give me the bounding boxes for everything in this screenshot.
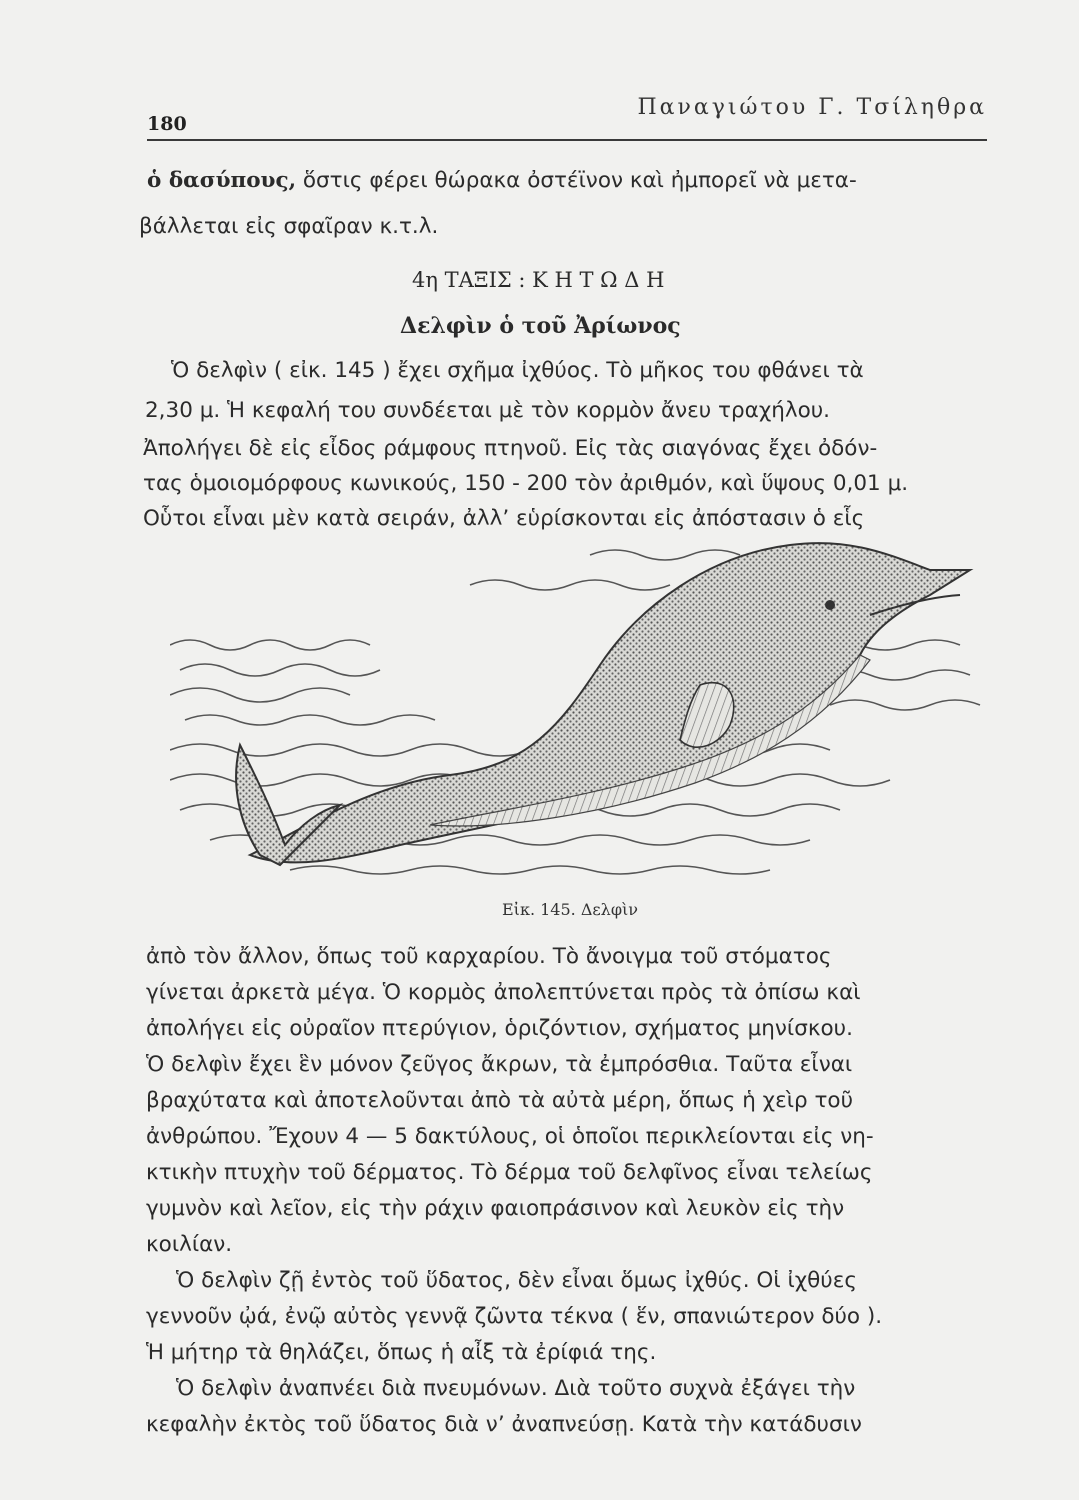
figure-caption: Εἰκ. 145. Δελφὶν	[502, 900, 639, 919]
intro-lead-bold: ὁ δασύπους,	[147, 168, 297, 193]
dolphin-body	[250, 543, 970, 862]
para3-line: γεννοῦν ᾠά, ἐνῷ αὐτὸς γεννᾷ ζῶντα τέκνα ( ἕν, σπανιώτερον δύο ).	[146, 1304, 883, 1329]
para1-line: 2,30 μ. Ἡ κεφαλή του συνδέεται μὲ τὸν κορμὸν ἄνευ τραχήλου.	[145, 398, 831, 423]
para3-line: Ἡ μήτηρ τὰ θηλάζει, ὅπως ἡ αἶξ τὰ ἐρίφιά της.	[146, 1340, 657, 1365]
dolphin-eye	[825, 600, 835, 610]
para3-line: Ὁ δελφὶν ζῇ ἐντὸς τοῦ ὕδατος, δὲν εἶναι ὅμως ἰχθύς. Οἱ ἰχθύες	[176, 1268, 857, 1293]
para2-line: κτικὴν πτυχὴν τοῦ δέρματος. Τὸ δέρμα τοῦ δελφῖνος εἶναι τελείως	[146, 1160, 873, 1185]
intro-line-1	[147, 170, 857, 192]
para2-line: Ὁ δελφὶν ἔχει ἓν μόνον ζεῦγος ἄκρων, τὰ ἐμπρόσθια. Ταῦτα εἶναι	[146, 1052, 853, 1077]
para2-line: ἀπολήγει εἰς οὐραῖον πτερύγιον, ὁριζόντιον, σχήματος μηνίσκου.	[146, 1016, 853, 1041]
running-title: Παναγιώτου Γ. Τσίληθρα	[637, 95, 987, 120]
section-subheading: Δελφὶν ὁ τοῦ Ἀρίωνος	[400, 313, 681, 339]
intro-line-1-rest: ὅστις φέρει θώρακα ὀστέϊνον καὶ ἠμπορεῖ νὰ μετα-	[296, 168, 857, 193]
para1-line: Οὗτοι εἶναι μὲν κατὰ σειράν, ἀλλ’ εὑρίσκονται εἰς ἀπόστασιν ὁ εἷς	[143, 506, 865, 531]
para2-line: ἀνθρώπου. Ἔχουν 4 — 5 δακτύλους, οἱ ὁποῖοι περικλείονται εἰς νη-	[146, 1124, 874, 1149]
dolphin-illustration	[170, 525, 995, 895]
para1-line: Ὁ δελφὶν ( εἰκ. 145 ) ἔχει σχῆμα ἰχθύος. Τὸ μῆκος του φθάνει τὰ	[171, 358, 864, 383]
para2-line: ἀπὸ τὸν ἄλλον, ὅπως τοῦ καρχαρίου. Τὸ ἄνοιγμα τοῦ στόματος	[146, 944, 832, 969]
order-heading: 4η ΤΑΞΙΣ : Κ Η Τ Ω Δ Η	[412, 268, 665, 292]
para2-line: κοιλίαν.	[146, 1232, 233, 1257]
intro-line-2: βάλλεται εἰς σφαῖραν κ.τ.λ.	[139, 214, 439, 239]
page-header	[147, 95, 987, 141]
para4-line: Ὁ δελφὶν ἀναπνέει διὰ πνευμόνων. Διὰ τοῦτο συχνὰ ἐξάγει τὴν	[176, 1376, 856, 1401]
para2-line: βραχύτατα καὶ ἀποτελοῦνται ἀπὸ τὰ αὐτὰ μέρη, ὅπως ἡ χεὶρ τοῦ	[146, 1088, 854, 1113]
para2-line: γυμνὸν καὶ λεῖον, εἰς τὴν ράχιν φαιοπράσινον καὶ λευκὸν εἰς τὴν	[146, 1196, 845, 1221]
page-number: 180	[147, 113, 187, 135]
para1-line: Ἀπολήγει δὲ εἰς εἶδος ράμφους πτηνοῦ. Εἰς τὰς σιαγόνας ἔχει ὀδόν-	[143, 436, 878, 461]
para2-line: γίνεται ἀρκετὰ μέγα. Ὁ κορμὸς ἀπολεπτύνεται πρὸς τὰ ὀπίσω καὶ	[146, 980, 861, 1005]
para4-line: κεφαλὴν ἐκτὸς τοῦ ὕδατος διὰ ν’ ἀναπνεύσῃ. Κατὰ τὴν κατάδυσιν	[146, 1412, 862, 1437]
para1-line: τας ὁμοιομόρφους κωνικούς, 150 - 200 τὸν ἀριθμόν, καὶ ὕψους 0,01 μ.	[143, 471, 909, 496]
